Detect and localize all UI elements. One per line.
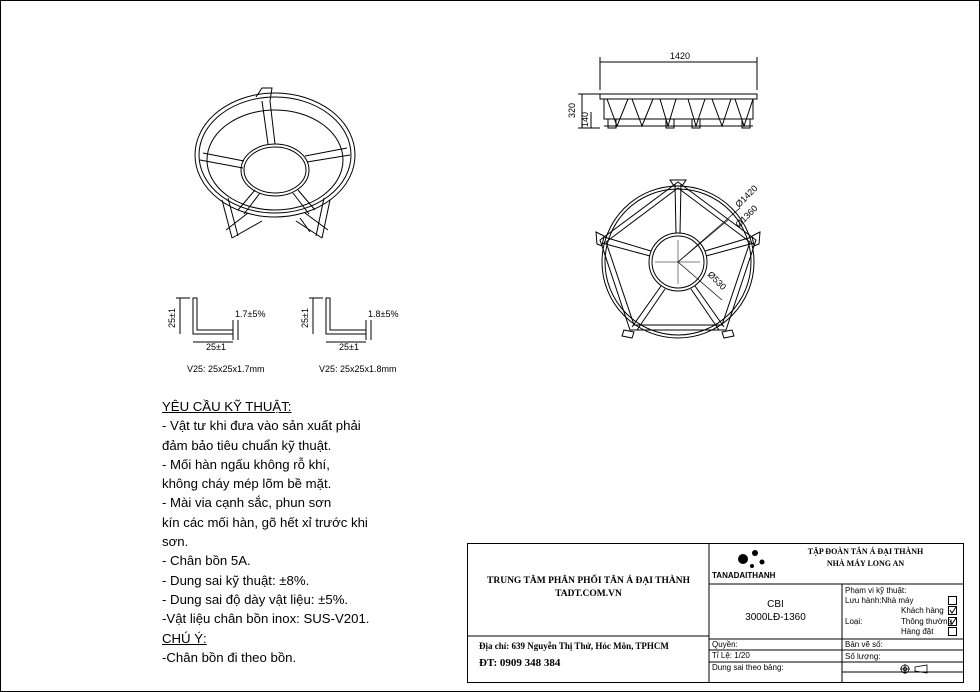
profile1-thickness: 1.7±5% (235, 309, 266, 319)
profile2-height: 25±1 (300, 308, 310, 328)
address: Địa chỉ: 639 Nguyễn Thị Thử, Hóc Môn, TPHCM (479, 641, 669, 651)
dim-diameter-inner: Ø530 (705, 269, 729, 292)
requirement-line: - Dung sai độ dày vật liệu: ±5%. (162, 591, 349, 607)
side-elevation-view (578, 57, 757, 128)
requirement-line: - Chân bồn 5A. (162, 553, 251, 569)
phone: ĐT: 0909 348 384 (479, 657, 561, 669)
rights-label: Quyền: (712, 640, 738, 649)
group-line1: TẬP ĐOÀN TÂN Á ĐẠI THÀNH (807, 547, 924, 556)
projection-symbol-icon (900, 664, 930, 674)
requirement-line: - Mối hàn ngấu không rỗ khí, (162, 456, 330, 472)
angle-profile-1 (176, 298, 238, 342)
special-checkbox (948, 627, 957, 636)
normal-checkbox (948, 617, 957, 626)
isometric-stand-view (195, 88, 355, 238)
requirements-heading: YÊU CẦU KỸ THUẬT: (162, 399, 292, 414)
dim-diameter-mid: Ø1360 (733, 203, 760, 230)
profile1-height: 25±1 (167, 308, 177, 328)
drawing-number-label: Bản vẽ số: (845, 640, 883, 649)
requirement-line: không cháy mép lõm bề mặt. (162, 476, 332, 492)
logo-text: TANADAITHANH (712, 571, 776, 580)
requirement-line: - Mài via cạnh sắc, phun sơn (162, 495, 332, 511)
requirement-line: kín các mối hàn, gõ hết xỉ trước khi (162, 514, 368, 530)
note-heading: CHÚ Ý: (162, 630, 207, 646)
special-label: Hàng đặt (901, 627, 934, 636)
quantity-label: Số lượng: (845, 652, 881, 661)
requirement-line: - Vật tư khi đưa vào sản xuất phải (162, 418, 361, 434)
profile2-thickness: 1.8±5% (368, 309, 399, 319)
dim-leg: 140 (580, 111, 590, 127)
profile1-width: 25±1 (206, 342, 226, 352)
dim-diameter-outer: Ø1420 (733, 183, 760, 210)
profile2-caption: V25: 25x25x1.8mm (319, 364, 397, 374)
profile1-caption: V25: 25x25x1.7mm (187, 364, 265, 374)
center-name: TRUNG TÂM PHÂN PHỐI TÂN Á ĐẠI THÀNH (487, 576, 690, 586)
type-label: Loại: (845, 617, 863, 626)
group-line2: NHÀ MÁY LONG AN (826, 559, 905, 568)
product-model: 3000LĐ-1360 (745, 612, 806, 623)
title-block (467, 543, 964, 683)
normal-label: Thông thường (901, 617, 953, 626)
dim-height: 320 (567, 102, 577, 118)
requirement-line: -Vật liệu chân bồn inox: SUS-V201. (162, 611, 370, 627)
scope-label: Phạm vi kỹ thuật: (845, 586, 907, 595)
circulation-label: Lưu hành:Nhà máy (845, 596, 914, 605)
note-line: -Chân bồn đi theo bồn. (162, 649, 297, 665)
requirement-line: sơn. (162, 534, 189, 550)
requirement-line: đảm bảo tiêu chuẩn kỹ thuật. (162, 437, 332, 453)
company-logo-icon (736, 547, 768, 571)
website: TADT.COM.VN (555, 589, 622, 599)
scale-label: Tỉ Lệ: 1/20 (712, 651, 750, 660)
product-code: CBI (767, 599, 784, 610)
requirement-line: - Dung sai kỹ thuật: ±8%. (162, 572, 310, 588)
customer-checkbox (948, 606, 957, 615)
circulation-checkbox (948, 596, 957, 605)
angle-profile-2 (309, 298, 371, 342)
tolerance-label: Dung sai theo bảng: (712, 663, 784, 672)
technical-requirements (162, 397, 392, 667)
profile2-width: 25±1 (339, 342, 359, 352)
customer-label: Khách hàng (901, 606, 944, 615)
dim-overall-width: 1420 (670, 51, 691, 61)
